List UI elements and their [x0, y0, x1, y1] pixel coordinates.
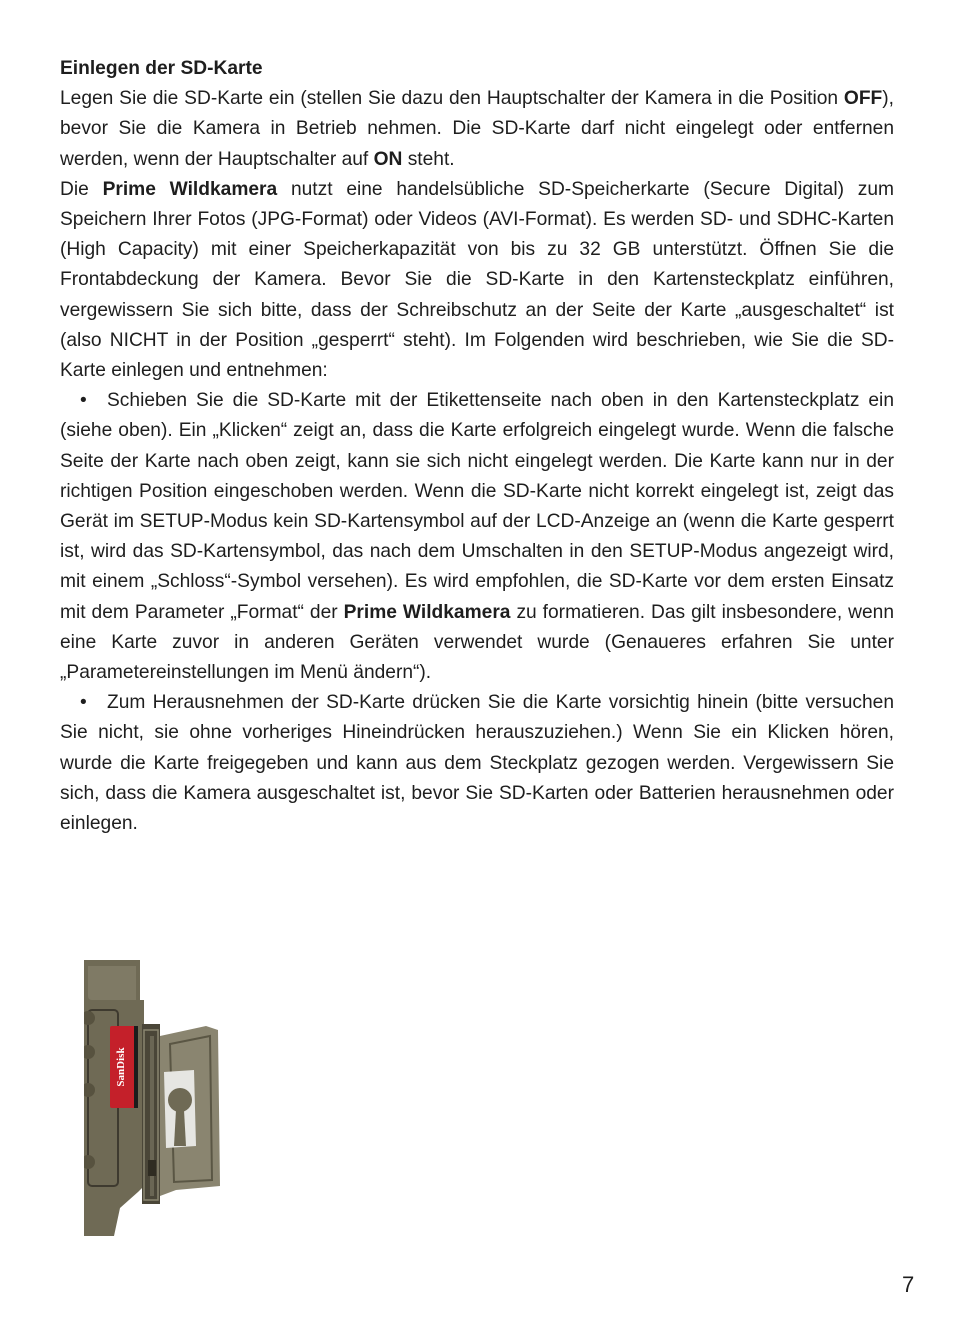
page-number: 7: [902, 1272, 915, 1297]
bullet-remove-card: [60, 688, 894, 839]
section-heading: Einlegen der SD-Karte: [60, 58, 263, 79]
bold-product-name: Prime Wildkamera: [343, 601, 511, 623]
door-hole-slot: [174, 1110, 186, 1146]
bold-off: OFF: [843, 88, 883, 110]
text-run: ), bevor Sie die Kamera in Betrieb nehmen. Die SD-Karte darf nicht eingelegt oder entfernen werden, wenn der Hauptschalter auf: [60, 88, 894, 170]
text-run: steht.: [402, 148, 455, 170]
text-run: Schieben Sie die SD-Karte mit der Etikettenseite nach oben in den Kartensteckplatz ein (siehe oben). Ein „Klicken“ zeigt an, dass die Karte erfolgreich eingelegt wurde. Wenn die falsche Seite der Karte nach oben zeigt, kann sie sich nicht eingelegt werden. Die Karte kann nur in der richtigen Position eingeschoben werden. Wenn die SD-Karte nicht korrekt eingelegt ist, zeigt das Gerät im SETUP-Modus kein SD-Kartensymbol auf der LCD-Anzeige an (wenn die Karte gesperrt ist, wird das SD-Kartensymbol, das nach dem Umschalten in den SETUP-Modus angezeigt wird, mit einem „Schloss“-Symbol versehen). Es wird empfohlen, die SD-Karte vor dem ersten Einsatz mit dem Parameter „Format“ der: [60, 390, 894, 623]
bullet-marker: •: [80, 692, 87, 714]
text-run: Zum Herausnehmen der SD-Karte drücken Sie die Karte vorsichtig hinein (bitte versuchen Sie nicht, sie ohne vorheriges Hineindrücken herauszuziehen.) Wenn Sie ein Klicken hören, wurde die Karte freigegeben und kann aus dem Steckplatz gezogen werden. Vergewissern Sie sich, dass die Kamera ausgeschaltet ist, bevor Sie SD-Karten oder Batterien herausnehmen oder einlegen.: [60, 692, 894, 835]
page-content: [60, 54, 894, 839]
bullet-marker: •: [80, 390, 87, 412]
bullet-insert-card: [60, 386, 894, 688]
bold-on: ON: [373, 148, 403, 170]
camera-body-highlight: [88, 966, 136, 1000]
paragraph-insert-intro: [60, 84, 894, 175]
text-run: nutzt eine handelsübliche SD-Speicherkarte (Secure Digital) zum Speichern Ihrer Fotos (JPG-Format) oder Videos (AVI-Format). Es werden SD- und SDHC-Karten (High Capacity) mit einer Speicherkapazität von bis zu 32 GB unterstützt. Öffnen Sie die Frontabdeckung der Kamera. Bevor Sie die SD-Karte in den Kartensteckplatz einführen, vergewissern Sie sich bitte, dass der Schreibschutz an der Seite der Karte „ausgeschaltet“ ist (also NICHT in der Position „gesperrt“ steht). Im Folgenden wird beschrieben, wie Sie die SD-Karte einlegen und entnehmen:: [60, 178, 895, 382]
door-hole: [168, 1088, 192, 1112]
camera-sd-slot-illustration: [84, 960, 220, 1236]
sd-card-brand-label: SanDisk: [115, 1047, 127, 1087]
paragraph-card-info: [60, 175, 894, 386]
door-latch: [148, 1160, 156, 1176]
bold-product-name: Prime Wildkamera: [102, 178, 278, 200]
sd-card-edge: [134, 1026, 138, 1108]
text-run: Die: [60, 178, 103, 200]
text-run: zu formatieren. Das gilt insbesondere, wenn eine Karte zuvor in anderen Geräten verwendet wurde (Genaueres erfahren Sie unter „Parametereinstellungen im Menü ändern“).: [60, 601, 894, 684]
camera-sd-slot-photo: [84, 960, 220, 1236]
text-run: Legen Sie die SD-Karte ein (stellen Sie dazu den Hauptschalter der Kamera in die Position: [60, 88, 844, 110]
